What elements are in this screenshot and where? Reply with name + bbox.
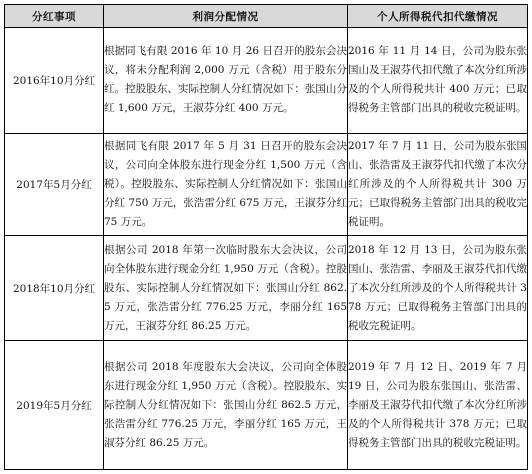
dividend-period: 2019年5月分红 bbox=[5, 341, 104, 470]
distribution-cell bbox=[104, 133, 348, 236]
header-tax-withholding: 个人所得税代扣代缴情况 bbox=[348, 5, 528, 28]
tax-cell bbox=[348, 341, 528, 470]
tax-text: 2017 年 7 月 11 日，公司为股东张国山、张浩雷及王淑芬代扣代缴了本次分红所涉及的个人所得税共计 300 万元；已取得税务主管部门出具的税收完税证明。 bbox=[348, 140, 527, 229]
table-row bbox=[5, 236, 528, 341]
table-header-row bbox=[5, 5, 528, 28]
tax-text: 2018 年 12 月 13 日，公司为股东张国山、张浩雷、李丽及王淑芬代扣代缴了本次分红所涉及的个人所得税共计 378 万元；已取得税务主管部门出具的税收完税证明。 bbox=[348, 243, 527, 332]
distribution-text: 根据同飞有限 2017 年 5 月 31 日召开的股东会决议，公司向全体股东进行现金分红 1,500 万元（含税）。控股股东、实际控制人分红情况如下：张国山分红 750 万元，张浩雷分红 675 万元，王淑芬分红 75 万元。 bbox=[104, 140, 347, 229]
tax-cell bbox=[348, 133, 528, 236]
header-dividend-item: 分红事项 bbox=[5, 5, 104, 28]
tax-text: 2016 年 11 月 14 日，公司为股东张国山及王淑芬代扣代缴了本次分红所涉及的个人所得税共计 400 万元；已取得税务主管部门出具的税收完税证明。 bbox=[348, 45, 527, 115]
dividend-table-wrapper bbox=[4, 4, 527, 470]
table-row bbox=[5, 28, 528, 134]
tax-cell bbox=[348, 236, 528, 341]
table-row bbox=[5, 133, 528, 236]
distribution-text: 根据公司 2018 年第一次临时股东大会决议，公司向全体股东进行现金分红 1,950 万元（含税）。控股股东、实际控制人分红情况如下：张国山分红 862.5 万元，张浩雷分红 776.25 万元，李丽分红 165 万元，王淑芬分红 86.25 万元。 bbox=[104, 243, 347, 332]
tax-text: 2019 年 7 月 12 日、2019 年 7 月 19 日，公司为股东张国山、张浩雷、李丽及王淑芬代扣代缴了本次分红所涉及的个人所得税共计 378 万元；已取得税务主管部门出具的税收完税证明。 bbox=[348, 360, 527, 449]
dividend-period: 2016年10月分红 bbox=[5, 28, 104, 134]
dividend-table bbox=[4, 4, 528, 470]
distribution-text: 根据公司 2018 年度股东大会决议，公司向全体股东进行现金分红 1,950 万元（含税）。控股股东、实际控制人分红情况如下：张国山分红 862.5 万元，张浩雷分红 776.25 万元，李丽分红 165 万元，王淑芬分红 86.25 万元。 bbox=[104, 360, 347, 449]
distribution-cell bbox=[104, 236, 348, 341]
header-profit-distribution: 利润分配情况 bbox=[104, 5, 348, 28]
dividend-period: 2017年5月分红 bbox=[5, 133, 104, 236]
tax-cell bbox=[348, 28, 528, 134]
distribution-cell bbox=[104, 28, 348, 134]
table-row bbox=[5, 341, 528, 470]
distribution-text: 根据同飞有限 2016 年 10 月 26 日召开的股东会决议，将未分配利润 2,000 万元（含税）用于股东分红。控股股东、实际控制人分红情况如下：张国山分红 1,600 万元，王淑芬分红 400 万元。 bbox=[104, 45, 347, 115]
distribution-cell bbox=[104, 341, 348, 470]
dividend-period: 2018年10月分红 bbox=[5, 236, 104, 341]
